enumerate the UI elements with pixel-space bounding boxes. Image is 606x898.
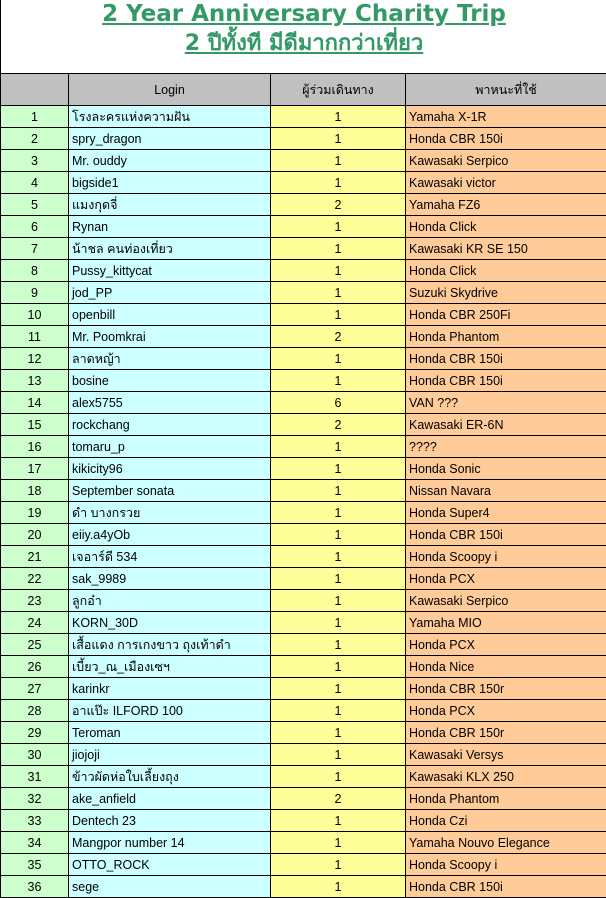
row-number-cell: 31 [1, 766, 69, 788]
row-number-cell: 29 [1, 722, 69, 744]
login-cell: September sonata [69, 480, 271, 502]
table-row [1, 260, 606, 282]
vehicle-cell: Honda CBR 150r [406, 722, 606, 744]
vehicle-cell: Honda Nice [406, 656, 606, 678]
vehicle-cell: Honda CBR 150i [406, 524, 606, 546]
participants-cell: 1 [271, 810, 406, 832]
table-row [1, 458, 606, 480]
vehicle-cell: Honda PCX [406, 568, 606, 590]
login-cell: Dentech 23 [69, 810, 271, 832]
vehicle-cell: ???? [406, 436, 606, 458]
login-cell: Mr. ouddy [69, 150, 271, 172]
page-subtitle: 2 ปีทั้งที มีดีมากกว่าเที่ยว [1, 30, 606, 58]
table-row [1, 744, 606, 766]
login-cell: Rynan [69, 216, 271, 238]
participants-cell: 1 [271, 480, 406, 502]
table-row [1, 590, 606, 612]
vehicle-cell: Honda Sonic [406, 458, 606, 480]
table-row [1, 348, 606, 370]
participants-cell: 1 [271, 106, 406, 128]
participants-cell: 1 [271, 832, 406, 854]
vehicle-cell: Kawasaki Versys [406, 744, 606, 766]
vehicle-cell: Kawasaki Serpico [406, 590, 606, 612]
vehicle-cell: Honda Scoopy i [406, 854, 606, 876]
header-vehicle: พาหนะที่ใช้ [406, 74, 606, 106]
vehicle-cell: Honda Czi [406, 810, 606, 832]
table-row [1, 370, 606, 392]
row-number-cell: 4 [1, 172, 69, 194]
row-number-cell: 22 [1, 568, 69, 590]
table-row [1, 392, 606, 414]
login-cell: rockchang [69, 414, 271, 436]
participants-cell: 1 [271, 656, 406, 678]
title-area [0, 0, 606, 73]
participants-cell: 1 [271, 744, 406, 766]
row-number-cell: 11 [1, 326, 69, 348]
login-cell: bigside1 [69, 172, 271, 194]
login-cell: น้าชล คนท่องเที่ยว [69, 238, 271, 260]
vehicle-cell: Kawasaki victor [406, 172, 606, 194]
table-row [1, 216, 606, 238]
row-number-cell: 33 [1, 810, 69, 832]
participants-cell: 1 [271, 590, 406, 612]
table-row [1, 546, 606, 568]
row-number-cell: 15 [1, 414, 69, 436]
participants-cell: 2 [271, 414, 406, 436]
login-cell: ลาดหญ้า [69, 348, 271, 370]
participants-cell: 2 [271, 326, 406, 348]
participants-cell: 1 [271, 282, 406, 304]
row-number-cell: 27 [1, 678, 69, 700]
vehicle-cell: Honda CBR 150i [406, 876, 606, 898]
participants-cell: 1 [271, 436, 406, 458]
table-row [1, 150, 606, 172]
row-number-cell: 10 [1, 304, 69, 326]
participants-cell: 2 [271, 788, 406, 810]
vehicle-cell: Honda Click [406, 216, 606, 238]
header-number [1, 74, 69, 106]
login-cell: ดำ บางกรวย [69, 502, 271, 524]
participants-cell: 1 [271, 458, 406, 480]
vehicle-cell: Nissan Navara [406, 480, 606, 502]
login-cell: Mr. Poomkrai [69, 326, 271, 348]
table-row [1, 876, 606, 898]
row-number-cell: 3 [1, 150, 69, 172]
login-cell: เบี้ยว_ณ_เมืองเซฯ [69, 656, 271, 678]
table-row [1, 568, 606, 590]
participants-cell: 1 [271, 172, 406, 194]
table-row [1, 194, 606, 216]
table-row [1, 106, 606, 128]
table-row [1, 700, 606, 722]
login-cell: tomaru_p [69, 436, 271, 458]
row-number-cell: 25 [1, 634, 69, 656]
table-row [1, 326, 606, 348]
login-cell: eiiy.a4yOb [69, 524, 271, 546]
login-cell: sak_9989 [69, 568, 271, 590]
login-cell: โรงละครแห่งความฝัน [69, 106, 271, 128]
table-row [1, 128, 606, 150]
table-row [1, 524, 606, 546]
row-number-cell: 14 [1, 392, 69, 414]
row-number-cell: 34 [1, 832, 69, 854]
table-row [1, 304, 606, 326]
login-cell: Pussy_kittycat [69, 260, 271, 282]
login-cell: bosine [69, 370, 271, 392]
login-cell: เสื้อแดง การเกงขาว ถุงเท้าดำ [69, 634, 271, 656]
row-number-cell: 7 [1, 238, 69, 260]
row-number-cell: 35 [1, 854, 69, 876]
row-number-cell: 12 [1, 348, 69, 370]
header-login: Login [69, 74, 271, 106]
vehicle-cell: Honda Scoopy i [406, 546, 606, 568]
participants-cell: 1 [271, 876, 406, 898]
vehicle-cell: Suzuki Skydrive [406, 282, 606, 304]
table-row [1, 282, 606, 304]
participants-cell: 1 [271, 546, 406, 568]
vehicle-cell: Honda PCX [406, 700, 606, 722]
vehicle-cell: Kawasaki KR SE 150 [406, 238, 606, 260]
vehicle-cell: Kawasaki KLX 250 [406, 766, 606, 788]
row-number-cell: 5 [1, 194, 69, 216]
login-cell: อาแป๊ะ ILFORD 100 [69, 700, 271, 722]
login-cell: kikicity96 [69, 458, 271, 480]
login-cell: karinkr [69, 678, 271, 700]
table-row [1, 634, 606, 656]
login-cell: spry_dragon [69, 128, 271, 150]
table-row [1, 612, 606, 634]
row-number-cell: 19 [1, 502, 69, 524]
header-row [1, 74, 606, 106]
row-number-cell: 28 [1, 700, 69, 722]
participants-cell: 1 [271, 502, 406, 524]
login-cell: KORN_30D [69, 612, 271, 634]
participants-cell: 1 [271, 216, 406, 238]
table-row [1, 436, 606, 458]
login-cell: Teroman [69, 722, 271, 744]
participants-cell: 1 [271, 722, 406, 744]
vehicle-cell: Honda Phantom [406, 326, 606, 348]
vehicle-cell: Honda Click [406, 260, 606, 282]
row-number-cell: 8 [1, 260, 69, 282]
row-number-cell: 1 [1, 106, 69, 128]
row-number-cell: 9 [1, 282, 69, 304]
participants-cell: 1 [271, 634, 406, 656]
login-cell: แมงกุดจี่ [69, 194, 271, 216]
vehicle-cell: Honda CBR 250Fi [406, 304, 606, 326]
row-number-cell: 26 [1, 656, 69, 678]
participants-cell: 6 [271, 392, 406, 414]
vehicle-cell: Honda CBR 150i [406, 370, 606, 392]
table-row [1, 656, 606, 678]
vehicle-cell: Kawasaki ER-6N [406, 414, 606, 436]
table-row [1, 172, 606, 194]
login-cell: Mangpor number 14 [69, 832, 271, 854]
row-number-cell: 13 [1, 370, 69, 392]
vehicle-cell: Kawasaki Serpico [406, 150, 606, 172]
table-row [1, 480, 606, 502]
table-row [1, 832, 606, 854]
table-row [1, 238, 606, 260]
table-row [1, 414, 606, 436]
header-participants: ผู้ร่วมเดินทาง [271, 74, 406, 106]
row-number-cell: 32 [1, 788, 69, 810]
participants-cell: 1 [271, 260, 406, 282]
login-cell: sege [69, 876, 271, 898]
vehicle-cell: Yamaha FZ6 [406, 194, 606, 216]
row-number-cell: 30 [1, 744, 69, 766]
table-row [1, 502, 606, 524]
login-cell: jiojoji [69, 744, 271, 766]
row-number-cell: 18 [1, 480, 69, 502]
row-number-cell: 24 [1, 612, 69, 634]
participants-cell: 1 [271, 348, 406, 370]
participants-cell: 1 [271, 678, 406, 700]
participants-cell: 1 [271, 700, 406, 722]
vehicle-cell: Honda Phantom [406, 788, 606, 810]
vehicle-cell: Honda CBR 150i [406, 348, 606, 370]
participants-cell: 1 [271, 612, 406, 634]
table-row [1, 788, 606, 810]
vehicle-cell: VAN ??? [406, 392, 606, 414]
login-cell: openbill [69, 304, 271, 326]
row-number-cell: 23 [1, 590, 69, 612]
row-number-cell: 21 [1, 546, 69, 568]
participants-cell: 1 [271, 238, 406, 260]
login-cell: alex5755 [69, 392, 271, 414]
row-number-cell: 17 [1, 458, 69, 480]
table-row [1, 854, 606, 876]
participants-cell: 1 [271, 150, 406, 172]
vehicle-cell: Honda PCX [406, 634, 606, 656]
vehicle-cell: Honda Super4 [406, 502, 606, 524]
vehicle-cell: Yamaha X-1R [406, 106, 606, 128]
participants-table [0, 73, 606, 898]
vehicle-cell: Honda CBR 150r [406, 678, 606, 700]
participants-cell: 1 [271, 370, 406, 392]
login-cell: ลูกอ๋า [69, 590, 271, 612]
row-number-cell: 2 [1, 128, 69, 150]
vehicle-cell: Yamaha Nouvo Elegance [406, 832, 606, 854]
login-cell: OTTO_ROCK [69, 854, 271, 876]
table-row [1, 810, 606, 832]
participants-cell: 1 [271, 568, 406, 590]
row-number-cell: 16 [1, 436, 69, 458]
vehicle-cell: Yamaha MIO [406, 612, 606, 634]
table-row [1, 678, 606, 700]
login-cell: เจอาร์ดี 534 [69, 546, 271, 568]
participants-cell: 1 [271, 854, 406, 876]
row-number-cell: 36 [1, 876, 69, 898]
login-cell: jod_PP [69, 282, 271, 304]
participants-cell: 1 [271, 304, 406, 326]
vehicle-cell: Honda CBR 150i [406, 128, 606, 150]
participants-cell: 1 [271, 766, 406, 788]
participants-cell: 1 [271, 128, 406, 150]
row-number-cell: 20 [1, 524, 69, 546]
page-title: 2 Year Anniversary Charity Trip [1, 0, 606, 28]
table-row [1, 722, 606, 744]
participants-cell: 2 [271, 194, 406, 216]
row-number-cell: 6 [1, 216, 69, 238]
table-body [1, 106, 606, 898]
login-cell: ake_anfield [69, 788, 271, 810]
login-cell: ข้าวผัดห่อใบเลี้ยงถุง [69, 766, 271, 788]
table-row [1, 766, 606, 788]
participants-cell: 1 [271, 524, 406, 546]
